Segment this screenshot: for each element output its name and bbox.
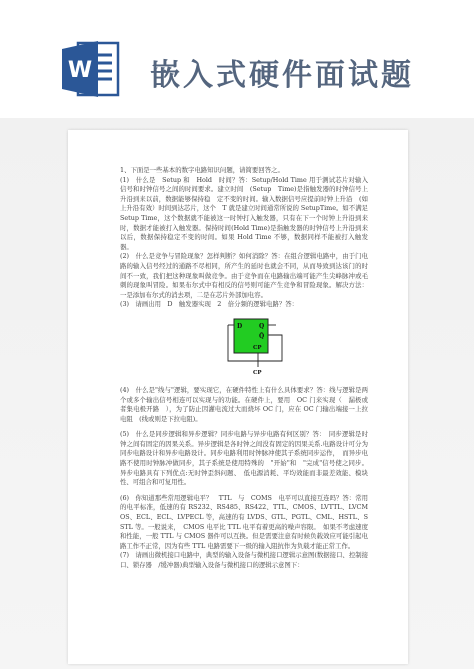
paragraph-q2: (2) 什么是竞争与冒险现象？怎样判断？如何消除？答：在组合逻辑电路中，由于门电路的输入信号经过的通路不尽相同，所产生的延时也就会不同，从而导致到达该门的时间不一致，我们把这种现象叫做竞争。由于竞争而在电路输出端可能产生尖峰脉冲或毛刺的现象叫冒险。如果布尔式中有相反的信号则可能产生竞争和冒险现象。解决方法：一是添加布尔式的消去项，二是在芯片外部加电容。	[120, 252, 368, 299]
pin-cp-label: CP	[253, 345, 262, 351]
paragraph-q7: (7) 请画出微机接口电路中，典型的输入设备与微机接口逻辑示意图(数据接口、控制接口、锁存器 /缓冲器)典型输入设备与微机接口的逻辑示意图下：	[120, 551, 368, 569]
clock-input-label: CP	[253, 370, 262, 375]
paragraph-q1: (1) 什么是 Setup 和 Hold 时间？答：Setup/Hold Time 用于测试芯片对输入信号和时钟信号之间的时间要求。建立时间 (Setup Time)是指触发器的时钟信号上升沿到来以前，数据能够保持稳 定不变的时间。输入数据信号应提前时钟上升沿 (如上升沿有效）时间到达芯片，这个 T 就是建立时间通常所说的 SetupTime。如不满足 Setup Time，这个数据就不能被这一时钟打入触发器，只有在下一个时钟上升沿到来时，数据才能被打入触发器。保持时间(Hold Time)是指触发器的时钟信号上升沿到来以后，数据保持稳定不变的时间。如果 Hold Time 不够，数据同样不能被打入触发器。	[120, 175, 368, 251]
word-document-icon	[60, 37, 124, 101]
paragraph-q3: (3) 请画出用 D 触发器实现 2 倍分频的逻辑电路？答：	[120, 300, 299, 309]
paragraph-q6: (6) 你知道那些常用逻辑电平？ TTL 与 COMS 电平可以直接互连吗？答：常用的电平标准，低速的有 RS232、RS485、RS422、TTL、CMOS、LVTTL、LVCMOS、ECL、ECL、LVPECL 等，高速的有 LVDS、GTL、PGTL、CML、HSTL、SSTL 等。一般说来， CMOS 电平比 TTL 电平有着更高的噪声容限。 如果不考虑速度和性能，一般 TTL 与 CMOS 器件可以互换。但是需要注意有时候负载效应可能引起电路工作不正常，因为有些 TTL 电路需要下一级的输入阻抗作为负载才能正常工作。	[120, 493, 368, 550]
pin-q-bar-label: Q̄	[259, 333, 265, 340]
pin-q-label: Q	[259, 323, 265, 330]
paragraph-q5: (5) 什么是同步逻辑和异步逻辑？同步电路与异步电路有何区别？答： 同步逻辑是时钟之间有固定的因果关系。异步逻辑是各时钟之间没有固定的因果关系.电路设计可分为同步电路设计和异步电路设计。同步电路利用时钟脉冲使其子系统同步运作， 而异步电路不使用时钟脉冲做同步，其子系统是使用特殊的 "开始"和 "完成"信号使之同步。异步电路具有下列优点:无时钟歪斜问题、 低电源消耗、平均效能而非最差效能、模块性、可组合和可复用性。	[120, 430, 368, 487]
paragraph-intro: 1、下面是一些基本的数字电路知识问题，请简要回答之。	[120, 166, 284, 174]
page-title: 嵌入式硬件面试题	[150, 58, 414, 93]
paragraph-q4: (4) 什么是"线与"逻辑，要实现它，在硬件特性上有什么具体要求？答：线与逻辑是两个或多个输出信号相连可以实现与的功能。在硬件上，要用 OC 门来实现（ 漏极或者集电极开路 ），为了防止因灌电流过大而烧坏 OC 门，应在 OC 门输出端接一上拉电阻 (线或则是下拉电阻)。	[120, 385, 368, 423]
d-flip-flop-diagram	[226, 315, 286, 375]
pin-d-label: D	[237, 323, 243, 330]
page-header	[0, 0, 474, 118]
word-logo-letter: W	[67, 58, 93, 83]
